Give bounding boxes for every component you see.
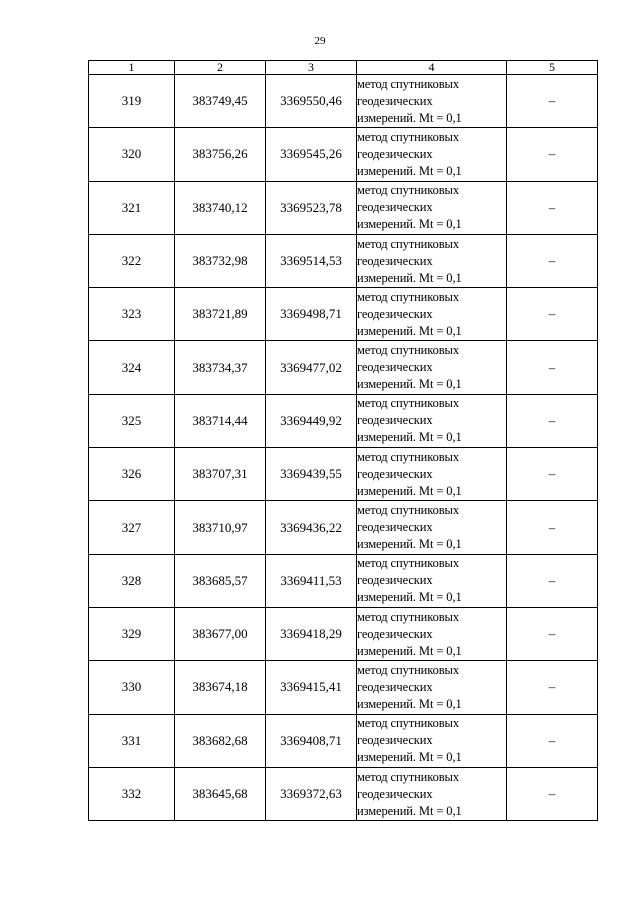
coordinates-table [88,60,598,821]
table-row [89,661,598,714]
method-line: геодезических [357,626,433,641]
x-coordinate-cell: 383710,97 [175,501,266,554]
method-line: геодезических [357,573,433,588]
method-line: метод спутниковых [357,662,459,677]
point-number-cell: 324 [89,341,175,394]
method-line: измерений. Mt = 0,1 [357,110,462,125]
y-coordinate-cell: 3369436,22 [266,501,357,554]
table-row [89,767,598,820]
method-line: геодезических [357,679,433,694]
method-line: геодезических [357,360,433,375]
point-number-cell: 322 [89,234,175,287]
method-line: измерений. Mt = 0,1 [357,750,462,765]
column-header-1: 1 [89,61,175,75]
y-coordinate-cell: 3369415,41 [266,661,357,714]
y-coordinate-cell: 3369514,53 [266,234,357,287]
table-row [89,501,598,554]
method-line: геодезических [357,786,433,801]
page-number: 29 [314,35,326,47]
x-coordinate-cell: 383674,18 [175,661,266,714]
method-line: геодезических [357,466,433,481]
table-row [89,234,598,287]
table-row [89,128,598,181]
method-line: геодезических [357,413,433,428]
method-line: измерений. Mt = 0,1 [357,270,462,285]
x-coordinate-cell: 383707,31 [175,448,266,501]
note-cell: – [507,128,598,181]
method-line: геодезических [357,306,433,321]
method-line: геодезических [357,93,433,108]
point-number-cell: 323 [89,288,175,341]
method-cell [357,394,507,447]
table-row [89,714,598,767]
method-line: геодезических [357,200,433,215]
method-line: метод спутниковых [357,609,459,624]
note-cell: – [507,448,598,501]
y-coordinate-cell: 3369550,46 [266,75,357,128]
table-row [89,607,598,660]
table-row [89,181,598,234]
y-coordinate-cell: 3369545,26 [266,128,357,181]
method-line: метод спутниковых [357,289,459,304]
method-line: метод спутниковых [357,503,459,518]
method-cell [357,234,507,287]
method-line: измерений. Mt = 0,1 [357,217,462,232]
method-line: метод спутниковых [357,76,459,91]
method-line: метод спутниковых [357,716,459,731]
method-line: измерений. Mt = 0,1 [357,803,462,818]
method-cell [357,181,507,234]
method-line: геодезических [357,733,433,748]
x-coordinate-cell: 383677,00 [175,607,266,660]
column-header-3: 3 [266,61,357,75]
method-line: метод спутниковых [357,769,459,784]
point-number-cell: 328 [89,554,175,607]
table-row [89,288,598,341]
column-header-5: 5 [507,61,598,75]
method-line: метод спутниковых [357,449,459,464]
point-number-cell: 329 [89,607,175,660]
note-cell: – [507,767,598,820]
method-cell [357,767,507,820]
table-row [89,554,598,607]
point-number-cell: 327 [89,501,175,554]
point-number-cell: 326 [89,448,175,501]
y-coordinate-cell: 3369449,92 [266,394,357,447]
method-cell [357,128,507,181]
method-line: метод спутниковых [357,183,459,198]
y-coordinate-cell: 3369418,29 [266,607,357,660]
note-cell: – [507,394,598,447]
method-cell [357,714,507,767]
note-cell: – [507,607,598,660]
method-line: метод спутниковых [357,236,459,251]
method-cell [357,607,507,660]
method-line: метод спутниковых [357,129,459,144]
table-row [89,341,598,394]
table-header-row [89,61,598,75]
point-number-cell: 332 [89,767,175,820]
column-header-2: 2 [175,61,266,75]
method-line: геодезических [357,520,433,535]
point-number-cell: 325 [89,394,175,447]
x-coordinate-cell: 383740,12 [175,181,266,234]
method-line: измерений. Mt = 0,1 [357,323,462,338]
x-coordinate-cell: 383645,68 [175,767,266,820]
method-line: измерений. Mt = 0,1 [357,430,462,445]
y-coordinate-cell: 3369372,63 [266,767,357,820]
x-coordinate-cell: 383682,68 [175,714,266,767]
x-coordinate-cell: 383749,45 [175,75,266,128]
y-coordinate-cell: 3369411,53 [266,554,357,607]
note-cell: – [507,714,598,767]
method-line: метод спутниковых [357,343,459,358]
note-cell: – [507,288,598,341]
x-coordinate-cell: 383714,44 [175,394,266,447]
note-cell: – [507,501,598,554]
method-line: геодезических [357,146,433,161]
method-cell [357,448,507,501]
note-cell: – [507,341,598,394]
y-coordinate-cell: 3369439,55 [266,448,357,501]
method-cell [357,554,507,607]
method-cell [357,288,507,341]
method-line: измерений. Mt = 0,1 [357,696,462,711]
method-line: измерений. Mt = 0,1 [357,590,462,605]
point-number-cell: 319 [89,75,175,128]
method-line: метод спутниковых [357,396,459,411]
column-header-4: 4 [357,61,507,75]
table-row [89,75,598,128]
table-row [89,448,598,501]
x-coordinate-cell: 383732,98 [175,234,266,287]
method-line: измерений. Mt = 0,1 [357,643,462,658]
method-line: геодезических [357,253,433,268]
table-row [89,394,598,447]
point-number-cell: 320 [89,128,175,181]
note-cell: – [507,234,598,287]
method-line: измерений. Mt = 0,1 [357,537,462,552]
x-coordinate-cell: 383734,37 [175,341,266,394]
y-coordinate-cell: 3369498,71 [266,288,357,341]
point-number-cell: 331 [89,714,175,767]
method-cell [357,501,507,554]
method-cell [357,75,507,128]
point-number-cell: 321 [89,181,175,234]
note-cell: – [507,554,598,607]
note-cell: – [507,181,598,234]
x-coordinate-cell: 383721,89 [175,288,266,341]
x-coordinate-cell: 383756,26 [175,128,266,181]
x-coordinate-cell: 383685,57 [175,554,266,607]
method-cell [357,341,507,394]
method-line: измерений. Mt = 0,1 [357,163,462,178]
y-coordinate-cell: 3369408,71 [266,714,357,767]
y-coordinate-cell: 3369523,78 [266,181,357,234]
method-line: измерений. Mt = 0,1 [357,377,462,392]
method-line: измерений. Mt = 0,1 [357,483,462,498]
y-coordinate-cell: 3369477,02 [266,341,357,394]
point-number-cell: 330 [89,661,175,714]
note-cell: – [507,661,598,714]
method-line: метод спутниковых [357,556,459,571]
method-cell [357,661,507,714]
note-cell: – [507,75,598,128]
